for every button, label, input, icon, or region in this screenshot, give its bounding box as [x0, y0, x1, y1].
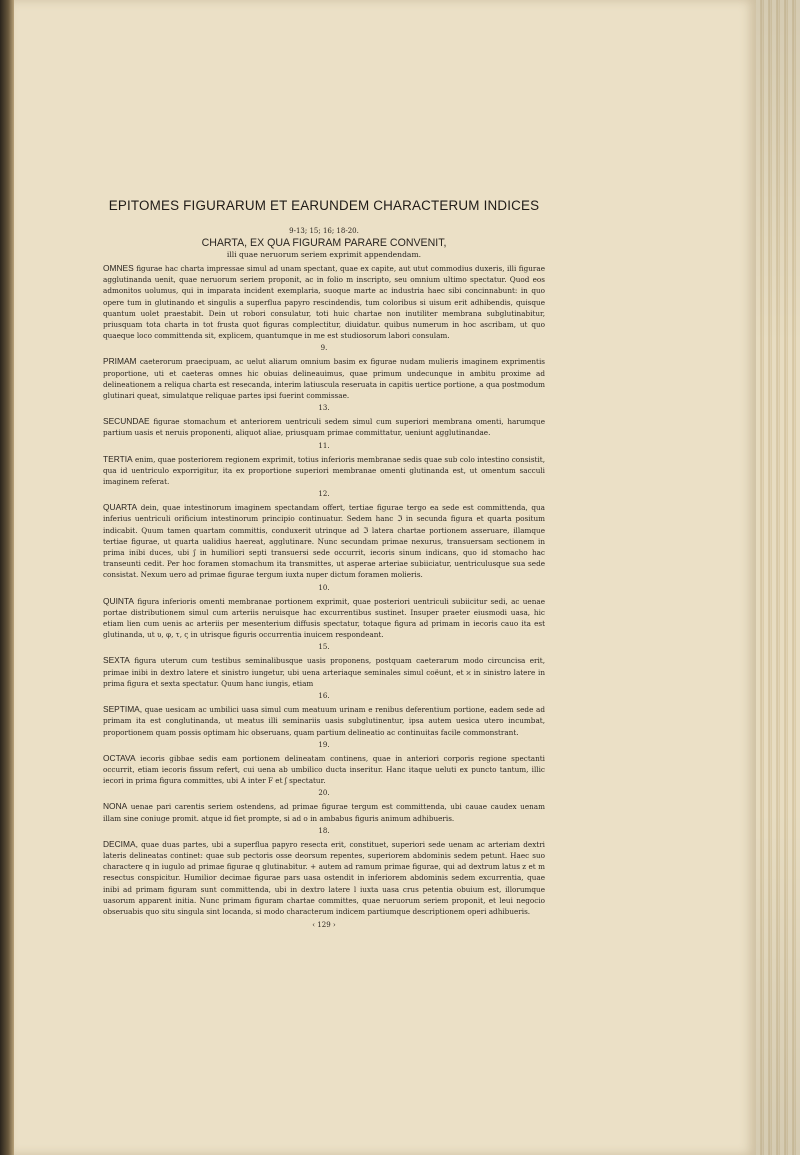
paragraph-text: enim, quae posteriorem regionem exprimit, totius inferioris membranae sedis quae sub colo intestino consistit, qua id uentriculo exporrigitur, ita ex proportione superiori membranae omenti glutinanda est, ut omentum sacculi imaginem referat.	[103, 454, 545, 487]
page-content	[103, 198, 545, 929]
figure-number: 19.	[318, 740, 330, 749]
paragraph-lead: SECUNDAE	[103, 416, 150, 427]
paragraph-lead: TERTIA	[103, 453, 133, 464]
paragraph-lead: SEXTA	[103, 655, 130, 666]
paragraph-tertia	[103, 454, 545, 488]
paragraph-quarta	[103, 502, 545, 580]
paragraph-sexta	[103, 655, 545, 689]
paragraph-text: figura inferioris omenti membranae portionem exprimit, quae posteriori uentriculi subiicitur sedi, ac uenae portae distributionem simul cum arteriis neruisque hac excurrentibus sustinet. Insuper praeter eiusmodi uasa, hic etiam lien cum uenis ac arteriis per mesenterium diffusis spectatur, totaque figura ad primam in iecoris cauo ita est glutinanda, ut υ, φ, τ, ς in utrisque figuris occurrentia inuicem respondeant.	[103, 596, 545, 640]
section-title: CHARTA, EX QUA FIGURAM PARARE CONVENIT,	[201, 237, 447, 249]
paragraph-lead: OMNES	[103, 263, 134, 273]
paragraph-text: iecoris gibbae sedis eam portionem delineatam continens, quae in anteriori corporis regione spectanti occurrit, etiam iecoris fissum refert, cui uena ab umbilico ducta inseritur. Hanc itaque ueluti ex puncto tantum, illic iecori in prima figura committes, ubi A inter F et ʃ spectatur.	[103, 753, 545, 786]
paragraph-text: figurae hac charta impressae simul ad unam spectant, quae ex capite, aut utut commodius duxeris, illi figurae agglutinanda uenit, quae neruorum seriem proponit, ac in folio m inscripto, seu omnium ultimo spectatur. Quod eos admonitos uolumus, qui in imparata incident exemplaria, suoque marte ac industria haec sibi concinnabunt: in quo opere tum in glutinando et singulis a superflua papyro rescindendis, tum coloribus si uisum erit adhibendis, quisque quantum uolet praestabit. Dein ut robori consulatur, toti huic chartae non inutiliter membrana subglutinabitur, priusquam tota charta in tot frusta quot figuras complectitur, diuidatur. quibus numerum in hoc ascribam, ut quo quaeque loco committenda sit, explicem, quantumque in me est studiosorum labori consulam.	[103, 264, 545, 341]
page-title: EPITOMES FIGURARUM ET EARUNDEM CHARACTERUM INDICES	[108, 198, 540, 213]
paragraph-lead: OCTAVA	[103, 752, 136, 763]
paragraph-text: uenae pari carentis seriem ostendens, ad primae figurae tergum est committenda, ubi cauae caudex uenam illam sine coniuge promit. atque id fiet prompte, si ad o in ambabus figuris animum adhibueris.	[103, 802, 545, 823]
paragraph-omnes	[103, 263, 545, 341]
paragraph-lead: NONA	[103, 801, 128, 812]
figure-number: 12.	[318, 490, 330, 499]
figure-number: 11.	[318, 441, 330, 450]
figure-number: 20.	[318, 789, 330, 798]
paragraph-septima	[103, 704, 545, 738]
figure-number: 9.	[320, 344, 328, 353]
paragraph-text: quae uesicam ac umbilici uasa simul cum meatuum urinam e renibus deferentium portione, eadem sede ad primam ita est conglutinanda, ut meatus illi seminariis uasis subglutinentur, ipsa autem uesica utero incumbat, proportionem quam possis optimam hic obseruans, quam partium delineatio ac continuitas facile commonstrant.	[103, 705, 545, 737]
figure-number: 18.	[318, 826, 330, 835]
page-leaves-shade	[756, 0, 800, 1155]
figure-number: 13.	[318, 404, 330, 413]
paragraph-lead: QUARTA	[103, 502, 138, 513]
paragraph-quinta	[103, 596, 545, 641]
figure-number: 16.	[318, 692, 330, 701]
paragraph-text: caeterorum praecipuam, ac uelut aliarum omnium basim ex figurae nudam mulieris imaginem exprimentis proportione, uti et caeteras omnes hic obuias delineauimus, quae primum undecunque in ambitu proxime ad delineationem a reliqua charta est resecanda, interim latiuscula reseruata in capitis uertice portione, a qua postmodum glutinari queat, simulatque reliquae partes ipsi fuerint commissae.	[103, 357, 545, 401]
paragraph-lead: QUINTA	[103, 595, 135, 606]
paragraph-lead: SEPTIMA,	[103, 704, 143, 715]
binding-edge	[0, 0, 14, 1155]
paragraph-nona	[103, 801, 545, 823]
paragraph-text: figurae stomachum et anteriorem uentriculi sedem simul cum superiori membrana omenti, harumque partium uasis et neruis proponenti, aliquot aliae, priusquam primae committatur, ueniunt agglutinandae.	[103, 417, 545, 438]
figure-number: 15.	[318, 643, 330, 652]
paragraph-decima	[103, 839, 545, 917]
figure-number: 10.	[318, 583, 330, 592]
paragraph-prima	[103, 356, 545, 401]
paragraph-text: figura uterum cum testibus seminalibusque uasis proponens, postquam caeterarum modo circuncisa erit, primae inibi in dextro latere et sinistro iungetur, ubi uena arteriaque seminales simul coëunt, et ϰ in sinistro latere in prima figura et sexta spectatur. Quum hanc iungis, etiam	[103, 656, 545, 688]
paragraph-text: dein, quae intestinorum imaginem spectandam offert, tertiae figurae tergo ea sede est committenda, qua inferius uentriculi orificium intestinorum principio continuatur. Sedem hanc ℑ in secunda figura et quarta positum indicabit. Quum tamen quartam committis, conduxerit utrinque ad ℑ latera chartae portionem asseruare, illamque tertiae figurae, ut quarta ualidius haereat, agglutinare. Nunc secundam primae nexurus, transuersam sectionem in prima inibi duces, ubi ʃ in humiliori septi transuersi sede occurrit, iecoris sinum indicans, quo id stomacho hac transeunti cedit. Per hoc foramen stomachum ita transmittes, ut asperae arteriae subiiciatur, uentriculusque sua sede consistat. Nexum uero ad primae figurae tergum iuxta nuper dictum foramen molieris.	[103, 503, 545, 580]
page-number: ‹ 129 ›	[312, 921, 336, 930]
figure-refs: 9-13; 15; 16; 18-20.	[289, 227, 359, 235]
paragraph-lead: PRIMAM	[103, 356, 137, 367]
paragraph-text: quae duas partes, ubi a superflua papyro resecta erit, constituet, superiori sede uenam ac arteriam dextri lateris delineatas continet: quae sub pectoris osse deorsum repentes, superiorem abdominis sedem petunt. Haec suo charactere q in iugulo ad primae figurae q glutinabitur. + autem ad ramum primae figurae, qui ad dextrum latus z et m resectus conspicitur. Humilior decimae figurae pars uasa ostendit in inferiorem abdominis sedem excurrentia, quae inibi ad primam figuram sunt committenda, ubi in dextro latere l iuxta uasa crus petentia obuium est, illorumque uasorum apparent initia. Nunc primam figuram chartae committes, quae neruorum seriem proponit, et leui negocio obseruabis quo situ singula sint locanda, si modo characterum indicem partiumque descriptionem operi adhibueris.	[103, 839, 545, 916]
paragraph-lead: DECIMA,	[103, 838, 138, 849]
paragraph-octava	[103, 753, 545, 787]
section-subtitle: illi quae neruorum seriem exprimit appendendam.	[226, 250, 422, 259]
paragraph-secunda	[103, 416, 545, 438]
